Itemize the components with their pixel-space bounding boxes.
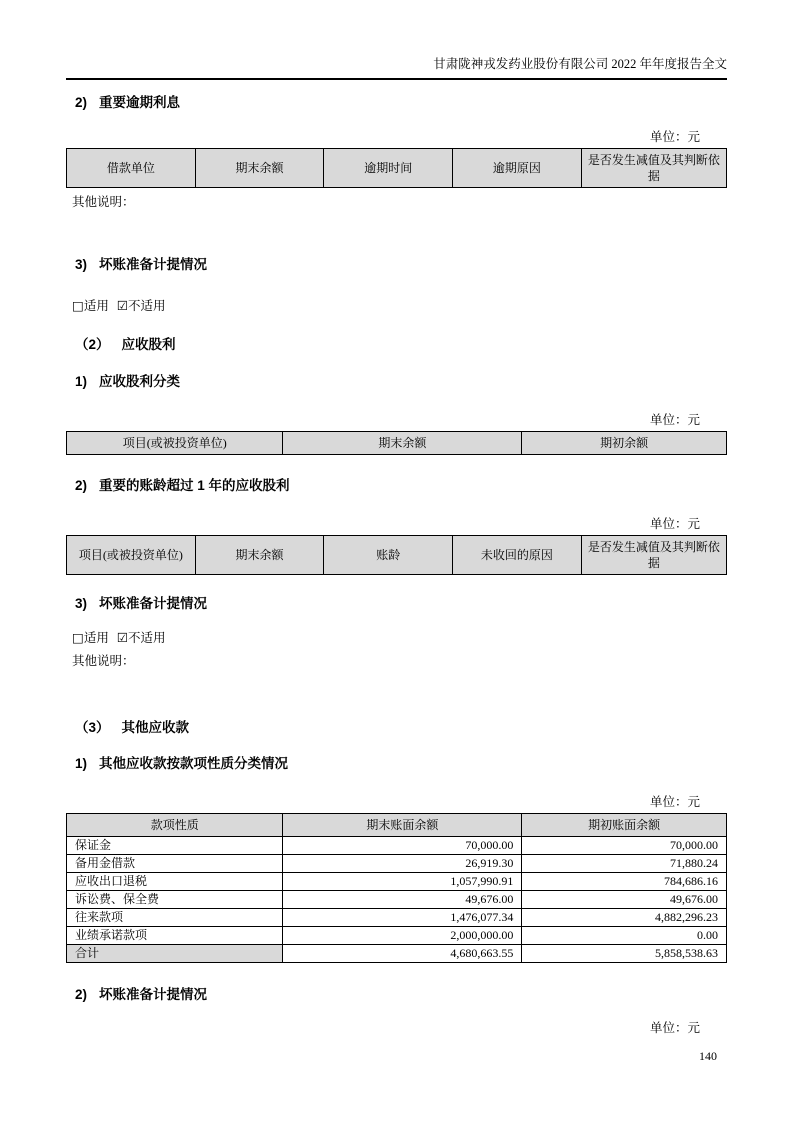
unit-label: 单位：元	[649, 795, 700, 809]
column-header: 期初余额	[522, 432, 727, 455]
applicability-row	[66, 298, 727, 314]
column-header: 期初账面余额	[522, 814, 727, 837]
column-header: 逾期原因	[453, 149, 582, 188]
column-header: 是否发生减值及其判断依据	[581, 149, 726, 188]
heading-dividends-receivable	[66, 336, 727, 353]
heading-number: 1)	[75, 374, 88, 389]
header-divider	[66, 78, 727, 80]
heading-text: 坏账准备计提情况	[99, 987, 208, 1002]
item-name-cell: 保证金	[67, 837, 283, 855]
table-row	[67, 927, 727, 945]
checkbox-checked-icon: ☑	[116, 298, 129, 313]
heading-text: 应收股利	[121, 337, 176, 352]
applicable-label: 适用	[83, 299, 109, 313]
heading-overdue-interest	[66, 94, 727, 111]
column-header: 期末余额	[283, 432, 522, 455]
item-name-cell: 备用金借款	[67, 855, 283, 873]
dividends-classification-table	[66, 431, 727, 455]
column-header: 款项性质	[67, 814, 283, 837]
checkbox-checked-icon: ☑	[116, 630, 129, 645]
column-header: 逾期时间	[324, 149, 453, 188]
item-name-cell: 诉讼费、保全费	[67, 891, 283, 909]
checkbox-unchecked-icon: □	[72, 630, 84, 645]
heading-bad-debt-provision-1	[66, 256, 727, 273]
not-applicable-label: 不适用	[128, 631, 166, 645]
table-row	[67, 855, 727, 873]
unit-label: 单位：元	[649, 517, 700, 531]
column-header: 是否发生减值及其判断依据	[581, 536, 726, 575]
column-header: 项目(或被投资单位)	[67, 432, 283, 455]
table-row	[67, 909, 727, 927]
beginning-balance-cell: 71,880.24	[522, 855, 727, 873]
unit-label: 单位：元	[649, 413, 700, 427]
unit-label: 单位：元	[649, 130, 700, 144]
table-header-row	[67, 814, 727, 837]
other-notes-label: 其他说明：	[72, 654, 135, 668]
heading-number: 2)	[75, 478, 88, 493]
heading-number: 3)	[75, 596, 88, 611]
page-number: 140	[699, 1049, 717, 1063]
heading-number: （2）	[75, 337, 110, 352]
column-header: 期末余额	[195, 149, 324, 188]
not-applicable-label: 不适用	[128, 299, 166, 313]
table-header-row	[67, 432, 727, 455]
beginning-balance-cell: 0.00	[522, 927, 727, 945]
heading-bad-debt-provision-2	[66, 595, 727, 612]
unit-label: 单位：元	[649, 1021, 700, 1035]
heading-text: 重要的账龄超过 1 年的应收股利	[99, 478, 290, 493]
ending-balance-cell: 26,919.30	[283, 855, 522, 873]
total-beginning-balance-cell: 5,858,538.63	[522, 945, 727, 963]
applicability-row	[66, 630, 727, 646]
heading-number: 2)	[75, 987, 88, 1002]
item-name-cell: 业绩承诺款项	[67, 927, 283, 945]
heading-text: 重要逾期利息	[99, 95, 181, 110]
table-total-row	[67, 945, 727, 963]
table-header-row	[67, 536, 727, 575]
column-header: 借款单位	[67, 149, 196, 188]
other-receivables-table	[66, 813, 727, 963]
heading-bad-debt-provision-3	[66, 986, 727, 1003]
item-name-cell: 往来款项	[67, 909, 283, 927]
dividends-over-one-year-table	[66, 535, 727, 575]
heading-text: 其他应收款	[121, 720, 190, 735]
table-row	[67, 873, 727, 891]
heading-number: 1)	[75, 756, 88, 771]
table-row	[67, 837, 727, 855]
column-header: 期末账面余额	[283, 814, 522, 837]
beginning-balance-cell: 70,000.00	[522, 837, 727, 855]
heading-text: 坏账准备计提情况	[99, 257, 208, 272]
table-row	[67, 891, 727, 909]
document-header-title: 甘肃陇神戎发药业股份有限公司 2022 年年度报告全文	[433, 57, 727, 71]
beginning-balance-cell: 784,686.16	[522, 873, 727, 891]
heading-text: 坏账准备计提情况	[99, 596, 208, 611]
heading-number: （3）	[75, 720, 110, 735]
total-label-cell: 合计	[67, 945, 283, 963]
column-header: 项目(或被投资单位)	[67, 536, 196, 575]
ending-balance-cell: 49,676.00	[283, 891, 522, 909]
beginning-balance-cell: 4,882,296.23	[522, 909, 727, 927]
ending-balance-cell: 1,476,077.34	[283, 909, 522, 927]
heading-other-receivables	[66, 719, 727, 736]
heading-text: 应收股利分类	[99, 374, 181, 389]
heading-number: 2)	[75, 95, 88, 110]
overdue-interest-table	[66, 148, 727, 188]
other-notes-label: 其他说明：	[72, 195, 135, 209]
ending-balance-cell: 2,000,000.00	[283, 927, 522, 945]
beginning-balance-cell: 49,676.00	[522, 891, 727, 909]
ending-balance-cell: 1,057,990.91	[283, 873, 522, 891]
item-name-cell: 应收出口退税	[67, 873, 283, 891]
total-ending-balance-cell: 4,680,663.55	[283, 945, 522, 963]
table-header-row	[67, 149, 727, 188]
applicable-label: 适用	[83, 631, 109, 645]
heading-text: 其他应收款按款项性质分类情况	[99, 756, 289, 771]
column-header: 未收回的原因	[453, 536, 582, 575]
column-header: 账龄	[324, 536, 453, 575]
checkbox-unchecked-icon: □	[72, 298, 84, 313]
heading-number: 3)	[75, 257, 88, 272]
column-header: 期末余额	[195, 536, 324, 575]
heading-other-receivables-classification	[66, 755, 727, 772]
heading-dividends-classification	[66, 373, 727, 390]
heading-dividends-over-one-year	[66, 477, 727, 494]
ending-balance-cell: 70,000.00	[283, 837, 522, 855]
